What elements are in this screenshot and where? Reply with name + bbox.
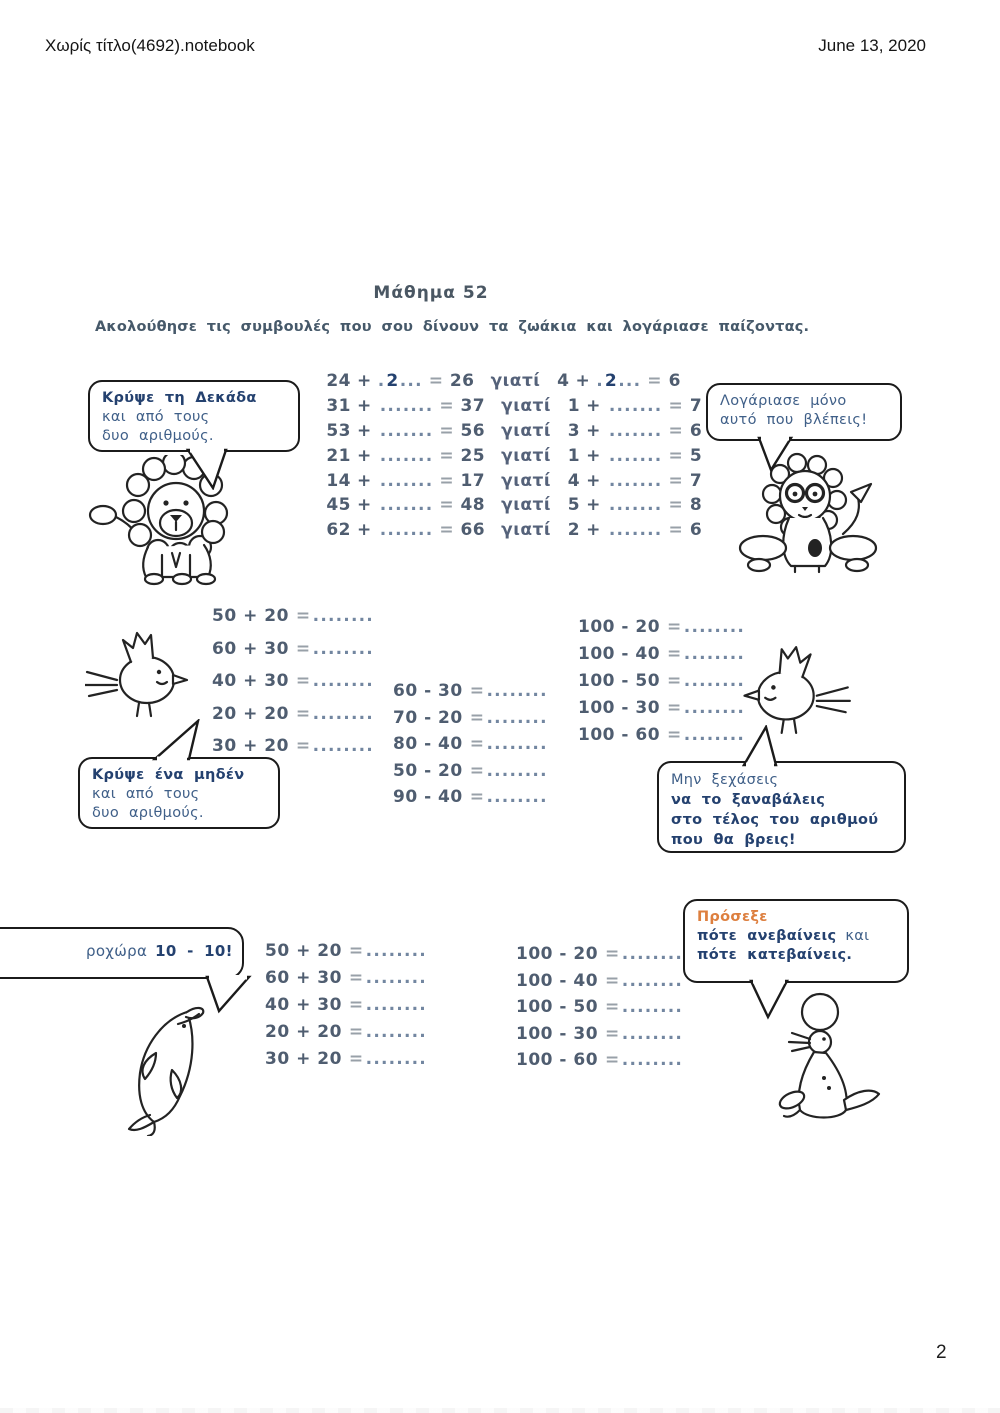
exercise-expression: 100 - 50 — [516, 997, 599, 1018]
exercise-line — [265, 968, 427, 995]
dotted-blank: ........ — [312, 638, 374, 659]
exercise-line — [578, 671, 745, 698]
answer-blank: ....... — [379, 520, 434, 541]
dotted-blank: ........ — [683, 671, 746, 691]
bird-illustration — [85, 628, 197, 720]
bubble-line: Μην ξεχάσεις — [671, 772, 779, 788]
bubble-highlight: 10 - 10! — [155, 942, 233, 960]
document-date: June 13, 2020 — [818, 36, 926, 55]
equals-sign: = — [667, 725, 682, 745]
dolphin-illustration — [92, 998, 242, 1136]
equals-sign: = — [667, 644, 682, 664]
answer-blank: ....... — [608, 445, 663, 466]
exercise-expression: 100 - 60 — [578, 725, 661, 745]
dotted-blank: ........ — [365, 995, 427, 1015]
answer-blank: ....... — [608, 495, 663, 516]
bubble-line: δυο αριθμούς. — [92, 805, 204, 821]
answer-blank: ....... — [608, 395, 663, 416]
equals-sign: = — [469, 787, 485, 808]
bubble-line: δυο αριθμούς. — [102, 428, 214, 444]
equals-sign: = — [668, 520, 684, 541]
exercise-expression: 20 + 20 — [265, 1022, 342, 1042]
equals-sign: = — [605, 970, 620, 991]
bubble-line — [86, 942, 232, 961]
plus-sign: + — [586, 420, 601, 441]
exercise-expression: 30 + 20 — [265, 1049, 342, 1069]
subtraction-column-bottom — [516, 944, 683, 1077]
bubble-line: να το ξαναβάλεις — [671, 792, 826, 808]
bubble-tail — [757, 436, 797, 474]
exercise-line — [516, 1024, 683, 1051]
bird-illustration — [722, 642, 862, 737]
equals-sign: = — [439, 470, 455, 491]
left-operand: 62 — [326, 520, 351, 541]
exercise-expression: 70 - 20 — [393, 707, 463, 728]
bubble-line: και από τους — [102, 409, 210, 425]
bubble-line: αυτό που βλέπεις! — [720, 412, 868, 428]
plus-sign: + — [357, 470, 372, 491]
exercise-line — [265, 1022, 427, 1049]
exercise-expression: 100 - 20 — [516, 944, 599, 964]
document-filename: Χωρίς τίτλο(4692).notebook — [45, 36, 255, 55]
connector-word: γιατί — [501, 495, 552, 516]
answer-blank: ....... — [608, 520, 663, 541]
equals-sign: = — [348, 995, 364, 1015]
drill-equations — [326, 371, 702, 545]
exercise-expression: 60 - 30 — [393, 681, 463, 701]
exercise-line — [578, 644, 745, 671]
dotted-blank: ........ — [365, 1049, 427, 1069]
left-operand: 24 — [326, 371, 351, 391]
plus-sign: + — [357, 520, 372, 541]
subtraction-column-hundreds — [578, 617, 745, 752]
dotted-blank: ........ — [365, 941, 427, 961]
connector-word: γιατί — [501, 470, 552, 491]
dotted-blank: ........ — [621, 1050, 684, 1071]
handwritten-answer: 2 — [386, 371, 399, 391]
left-operand-units: 1 — [567, 445, 581, 466]
left-operand: 14 — [326, 470, 351, 491]
answer-blank: ....... — [379, 420, 434, 441]
plus-sign: + — [586, 395, 601, 416]
equals-sign: = — [348, 941, 364, 961]
plus-sign: + — [575, 371, 591, 391]
exercise-expression: 50 + 20 — [212, 606, 289, 626]
answer-blank: ....... — [379, 395, 434, 416]
exercise-line — [516, 971, 683, 998]
left-operand-units: 4 — [557, 371, 570, 391]
exercise-expression: 30 + 20 — [212, 736, 289, 757]
exercise-line — [516, 944, 683, 971]
connector-word: γιατί — [501, 395, 552, 416]
exercise-expression: 100 - 40 — [516, 970, 599, 991]
bubble-line: στο τέλος του αριθμού — [671, 812, 879, 828]
handwritten-answer: 2 — [604, 371, 618, 391]
speech-bubble-see-only — [706, 383, 902, 441]
exercise-line — [212, 606, 374, 639]
equals-sign: = — [469, 760, 485, 781]
equation-row — [326, 446, 702, 471]
dotted-blank: ........ — [683, 698, 746, 718]
equals-sign: = — [469, 734, 485, 755]
speech-bubble-remember-zero — [657, 761, 906, 853]
exercise-line — [578, 617, 745, 644]
bubble-tail — [185, 448, 235, 490]
left-operand-units: 3 — [567, 420, 581, 441]
exercise-line — [516, 1050, 683, 1077]
bubble-line: που θα βρεις! — [671, 832, 796, 848]
result-number: 66 — [460, 520, 486, 541]
dotted-blank: ........ — [486, 734, 548, 755]
equals-sign: = — [667, 671, 682, 691]
dotted-blank: ........ — [486, 681, 548, 701]
equals-sign: = — [667, 698, 682, 718]
equals-sign: = — [668, 395, 684, 416]
plus-sign: + — [357, 445, 372, 466]
addition-column-mid — [212, 606, 374, 769]
equals-sign: = — [469, 707, 485, 728]
dotted-blank: ........ — [312, 671, 374, 692]
exercise-expression: 80 - 40 — [393, 734, 463, 755]
result-number-units: 6 — [668, 371, 681, 391]
dotted-blank: ........ — [621, 997, 684, 1018]
equals-sign: = — [348, 968, 364, 988]
exercise-line — [578, 725, 745, 752]
equals-sign: = — [667, 617, 682, 637]
result-number-units: 7 — [689, 470, 703, 491]
equation-row — [326, 371, 702, 396]
bubble-line: Πρόσεξε — [697, 909, 768, 925]
bubble-text: ροχώρα — [86, 942, 148, 960]
result-number-units: 8 — [689, 495, 703, 516]
exercise-expression: 50 - 20 — [393, 760, 463, 781]
dotted-blank: ........ — [312, 736, 374, 757]
connector-word: γιατί — [501, 520, 552, 541]
dotted-blank: ........ — [365, 1022, 427, 1042]
plus-sign: + — [357, 420, 372, 441]
scan-artifact-strip — [0, 1408, 1000, 1413]
equals-sign: = — [295, 638, 311, 659]
equals-sign: = — [668, 495, 684, 516]
exercise-line — [212, 704, 374, 737]
lesson-instructions: Ακολούθησε τις συμβουλές που σου δίνουν τα ζωάκια και λογάριασε παίζοντας. — [95, 319, 810, 335]
equation-row — [326, 396, 702, 421]
exercise-expression: 100 - 30 — [516, 1023, 599, 1044]
dotted-blank: ........ — [486, 787, 548, 808]
subtraction-column-tens — [393, 681, 548, 814]
answer-blank: .2... — [377, 371, 423, 391]
exercise-expression: 100 - 30 — [578, 698, 661, 718]
exercise-line — [265, 941, 427, 968]
equals-sign: = — [647, 371, 662, 391]
plus-sign: + — [357, 371, 372, 391]
connector-word: γιατί — [501, 445, 552, 466]
dotted-blank: ........ — [486, 760, 548, 781]
result-number: 56 — [460, 420, 486, 441]
dotted-blank: ........ — [621, 970, 684, 991]
equals-sign: = — [668, 420, 684, 441]
result-number-units: 6 — [689, 520, 703, 541]
lesson-title: Μάθημα 52 — [373, 283, 489, 303]
connector-word: γιατί — [490, 371, 541, 391]
bubble-bold-text: πότε ανεβαίνεις — [697, 928, 837, 944]
left-operand: 31 — [326, 395, 351, 416]
result-number-units: 6 — [689, 420, 703, 441]
equals-sign: = — [668, 445, 684, 466]
exercise-expression: 60 + 30 — [265, 968, 342, 988]
exercise-expression: 100 - 50 — [578, 671, 661, 691]
plus-sign: + — [586, 495, 601, 516]
equals-sign: = — [605, 1050, 620, 1071]
equals-sign: = — [295, 606, 311, 626]
dotted-blank: ........ — [621, 1023, 684, 1044]
left-operand: 45 — [326, 495, 351, 516]
equation-row — [326, 471, 702, 496]
equals-sign: = — [469, 681, 485, 701]
equals-sign: = — [439, 520, 455, 541]
result-number: 37 — [460, 395, 486, 416]
equation-row — [326, 421, 702, 446]
exercise-expression: 100 - 20 — [578, 617, 661, 637]
dotted-blank: ........ — [486, 707, 548, 728]
plus-sign: + — [357, 395, 372, 416]
bubble-line — [697, 927, 897, 946]
equals-sign: = — [295, 703, 311, 724]
left-operand: 53 — [326, 420, 351, 441]
answer-blank: .2... — [596, 371, 642, 391]
plus-sign: + — [586, 520, 601, 541]
left-operand-units: 2 — [567, 520, 581, 541]
equals-sign: = — [348, 1022, 364, 1042]
equals-sign: = — [439, 495, 455, 516]
bubble-tail — [205, 975, 257, 1015]
dotted-blank: ........ — [365, 968, 427, 988]
result-number: 17 — [460, 470, 486, 491]
left-operand-units: 1 — [567, 395, 581, 416]
speech-bubble-watch-direction — [683, 899, 909, 983]
exercise-expression: 90 - 40 — [393, 787, 463, 808]
answer-blank: ....... — [608, 420, 663, 441]
equals-sign: = — [439, 445, 455, 466]
bubble-text: και — [845, 928, 870, 944]
equals-sign: = — [439, 395, 455, 416]
dotted-blank: ........ — [683, 617, 746, 637]
answer-blank: ....... — [379, 495, 434, 516]
lion-illustration — [86, 455, 266, 587]
bubble-tail — [742, 725, 782, 767]
exercise-line — [212, 639, 374, 672]
equals-sign: = — [439, 420, 455, 441]
equals-sign: = — [605, 1023, 620, 1044]
exercise-line — [393, 734, 548, 761]
bubble-line: και από τους — [92, 786, 200, 802]
result-number-units: 5 — [689, 445, 703, 466]
addition-column-bottom — [265, 941, 427, 1076]
bubble-line: πότε κατεβαίνεις. — [697, 947, 853, 963]
equation-row — [326, 520, 702, 545]
answer-blank: ....... — [379, 470, 434, 491]
connector-word: γιατί — [501, 420, 552, 441]
bubble-line: Λογάριασε μόνο — [720, 393, 847, 409]
answer-blank: ....... — [608, 470, 663, 491]
exercise-line — [393, 708, 548, 735]
speech-bubble-step-ten — [0, 927, 244, 979]
equals-sign: = — [295, 671, 311, 692]
exercise-line — [265, 1049, 427, 1076]
exercise-line — [212, 671, 374, 704]
exercise-expression: 100 - 60 — [516, 1050, 599, 1071]
dotted-blank: ........ — [312, 703, 374, 724]
dotted-blank: ........ — [621, 944, 684, 964]
bubble-tail — [748, 979, 794, 1021]
exercise-line — [393, 761, 548, 788]
bubble-tail — [152, 719, 204, 761]
exercise-expression: 40 + 30 — [265, 995, 342, 1015]
exercise-expression: 50 + 20 — [265, 941, 342, 961]
plus-sign: + — [586, 470, 601, 491]
bubble-line: Κρύψε ένα μηδέν — [92, 767, 245, 783]
equals-sign: = — [605, 944, 620, 964]
result-number: 48 — [460, 495, 486, 516]
left-operand-units: 5 — [567, 495, 581, 516]
exercise-line — [265, 995, 427, 1022]
answer-blank: ....... — [379, 445, 434, 466]
left-operand: 21 — [326, 445, 351, 466]
exercise-line — [393, 787, 548, 814]
bubble-line: Κρύψε τη Δεκάδα — [102, 390, 257, 406]
equals-sign: = — [428, 371, 444, 391]
exercise-line — [516, 997, 683, 1024]
exercise-line — [393, 681, 548, 708]
result-number-units: 7 — [689, 395, 703, 416]
result-number: 25 — [460, 445, 486, 466]
equals-sign: = — [668, 470, 684, 491]
page-number: 2 — [936, 1342, 947, 1363]
exercise-expression: 20 + 20 — [212, 703, 289, 724]
result-number: 26 — [449, 371, 475, 391]
equals-sign: = — [605, 997, 620, 1018]
speech-bubble-hide-zero — [78, 757, 280, 829]
exercise-expression: 40 + 30 — [212, 671, 289, 692]
speech-bubble-hide-decade — [88, 380, 300, 452]
dotted-blank: ........ — [683, 725, 746, 745]
plus-sign: + — [586, 445, 601, 466]
plus-sign: + — [357, 495, 372, 516]
exercise-line — [578, 698, 745, 725]
left-operand-units: 4 — [567, 470, 581, 491]
dotted-blank: ........ — [312, 606, 374, 626]
exercise-expression: 60 + 30 — [212, 638, 289, 659]
dotted-blank: ........ — [683, 644, 746, 664]
equation-row — [326, 495, 702, 520]
equals-sign: = — [295, 736, 311, 757]
equals-sign: = — [348, 1049, 364, 1069]
exercise-expression: 100 - 40 — [578, 644, 661, 664]
